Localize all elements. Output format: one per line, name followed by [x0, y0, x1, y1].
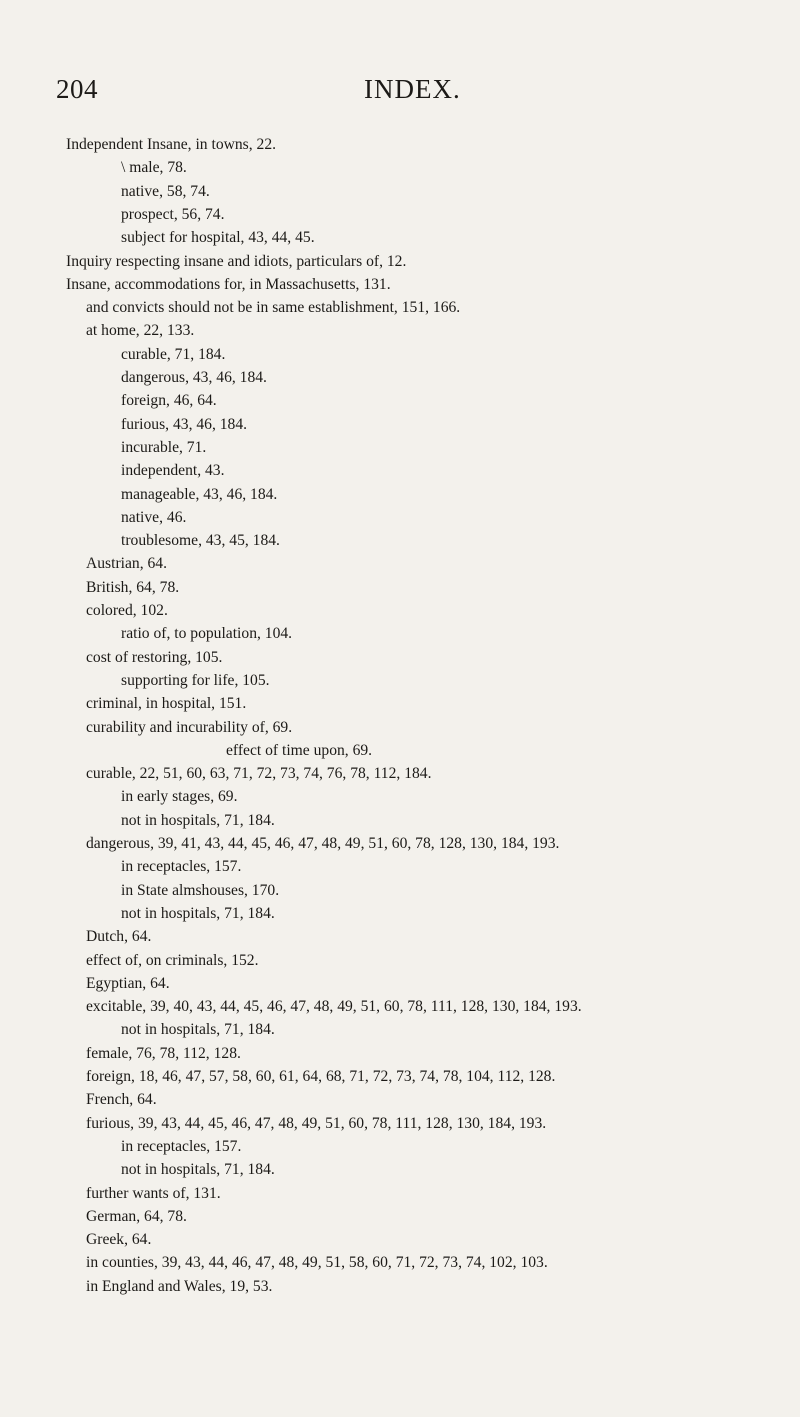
- index-entry: Austrian, 64.: [86, 555, 167, 573]
- index-entry: cost of restoring, 105.: [86, 648, 223, 666]
- index-entry: native, 58, 74.: [121, 182, 210, 200]
- index-entry: manageable, 43, 46, 184.: [121, 485, 278, 503]
- index-entry: furious, 43, 46, 184.: [121, 415, 248, 433]
- index-entry: dangerous, 43, 46, 184.: [121, 369, 267, 386]
- index-entry: troublesome, 43, 45, 184.: [121, 532, 280, 550]
- index-entry: Dutch, 64.: [86, 928, 152, 946]
- index-entry: not in hospitals, 71, 184.: [121, 1021, 275, 1039]
- index-entry: female, 76, 78, 112, 128.: [86, 1044, 241, 1062]
- index-entry: British, 64, 78.: [86, 578, 180, 596]
- index-entry: excitable, 39, 40, 43, 44, 45, 46, 47, 48, 49, 51, 60, 78, 111, 128, 130, 184, 193.: [86, 998, 582, 1016]
- index-entry: supporting for life, 105.: [121, 671, 270, 689]
- index-entry: ratio of, to population, 104.: [121, 625, 293, 643]
- index-entry: curable, 71, 184.: [121, 345, 226, 363]
- index-entry: criminal, in hospital, 151.: [86, 695, 247, 713]
- index-entry: Inquiry respecting insane and idiots, particulars of, 12.: [66, 252, 407, 270]
- index-entry: in State almshouses, 170.: [121, 881, 280, 899]
- index-entry: at home, 22, 133.: [86, 322, 195, 340]
- index-entry: curable, 22, 51, 60, 63, 71, 72, 73, 74, 76, 78, 112, 184.: [86, 765, 432, 783]
- index-entry: Insane, accommodations for, in Massachusetts, 131.: [66, 275, 391, 293]
- index-entry: effect of time upon, 69.: [226, 741, 373, 759]
- index-entry: not in hospitals, 71, 184.: [121, 811, 275, 829]
- index-entry: colored, 102.: [86, 602, 168, 619]
- index-entry: native, 46.: [121, 508, 187, 526]
- index-entry: not in hospitals, 71, 184.: [121, 1161, 275, 1179]
- index-entry: and convicts should not be in same establishment, 151, 166.: [86, 299, 461, 317]
- page-number: 204: [56, 74, 98, 104]
- index-entry: in receptacles, 157.: [121, 858, 242, 876]
- index-entry: Greek, 64.: [86, 1231, 152, 1249]
- index-entry: dangerous, 39, 41, 43, 44, 45, 46, 47, 48, 49, 51, 60, 78, 128, 130, 184, 193.: [86, 835, 560, 852]
- index-entry: foreign, 46, 64.: [121, 392, 217, 410]
- index-entry: in receptacles, 157.: [121, 1137, 242, 1155]
- index-entry: German, 64, 78.: [86, 1207, 187, 1225]
- index-entry: independent, 43.: [121, 462, 225, 480]
- index-entry: in counties, 39, 43, 44, 46, 47, 48, 49, 51, 58, 60, 71, 72, 73, 74, 102, 103.: [86, 1254, 548, 1272]
- index-entry: curability and incurability of, 69.: [86, 718, 293, 736]
- index-entry: Egyptian, 64.: [86, 974, 170, 992]
- index-entry: foreign, 18, 46, 47, 57, 58, 60, 61, 64, 68, 71, 72, 73, 74, 78, 104, 112, 128.: [86, 1068, 556, 1085]
- index-entry: furious, 39, 43, 44, 45, 46, 47, 48, 49, 51, 60, 78, 111, 128, 130, 184, 193.: [86, 1114, 547, 1132]
- index-entry: prospect, 56, 74.: [121, 205, 225, 223]
- index-entry: French, 64.: [86, 1091, 157, 1109]
- index-entry: effect of, on criminals, 152.: [86, 951, 259, 969]
- index-entry: Independent Insane, in towns, 22.: [66, 136, 277, 153]
- index-entry: incurable, 71.: [121, 438, 207, 456]
- index-entry: in early stages, 69.: [121, 788, 238, 806]
- running-title: INDEX.: [364, 74, 461, 104]
- page-header: [0, 74, 800, 110]
- index-entry: \ male, 78.: [121, 159, 187, 177]
- index-entry: subject for hospital, 43, 44, 45.: [121, 229, 315, 247]
- index-entry: in England and Wales, 19, 53.: [86, 1277, 273, 1295]
- index-entry: not in hospitals, 71, 184.: [121, 904, 275, 922]
- index-entry: further wants of, 131.: [86, 1184, 221, 1202]
